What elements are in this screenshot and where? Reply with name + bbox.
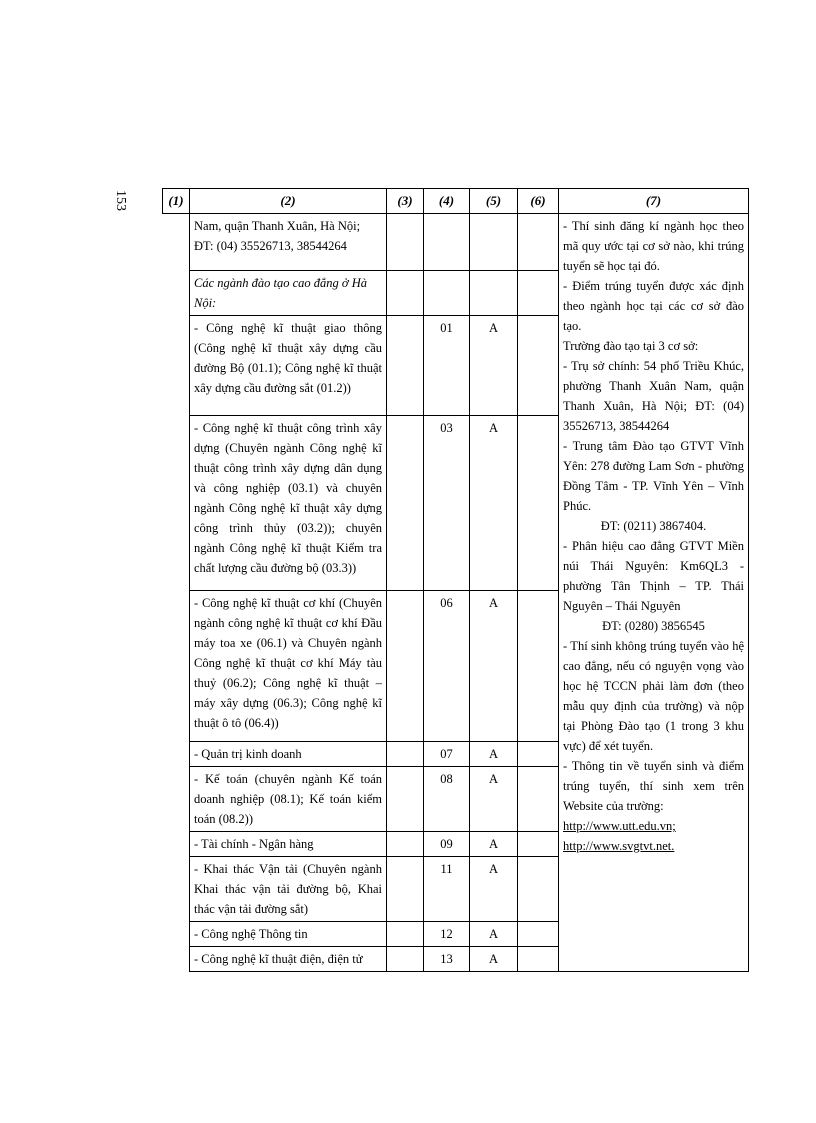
program-block: A (470, 316, 518, 416)
note-text: ĐT: (0280) 3856545 (602, 619, 705, 633)
program-code: 11 (424, 857, 470, 922)
program-name: - Kế toán (chuyên ngành Kế toán doanh nghiệp (08.1); Kế toán kiểm toán (08.2)) (190, 767, 387, 832)
program-name: - Khai thác Vận tải (Chuyên ngành Khai thác vận tải đường bộ, Khai thác vận tải đường sắt) (190, 857, 387, 922)
address-line: ĐT: (04) 35526713, 38544264 (194, 239, 347, 253)
program-block: A (470, 922, 518, 947)
program-block: A (470, 832, 518, 857)
admissions-table (162, 188, 749, 972)
website-links (563, 816, 744, 856)
program-code: 09 (424, 832, 470, 857)
program-name: - Quản trị kinh doanh (190, 742, 387, 767)
note-text: - Thí sinh không trúng tuyển vào hệ cao đẳng, nếu có nguyện vọng vào học hệ TCCN phải làm đơn (theo mẫu quy định của trường) và nộp tại Phòng Đào tạo (1 trong 3 khu vực) để xét tuyển. (563, 639, 744, 753)
header-col-4: (4) (424, 189, 470, 214)
note-text: - Thông tin về tuyển sinh và điểm trúng tuyển, thí sinh xem trên Website của trường: (563, 759, 744, 813)
program-block: A (470, 947, 518, 972)
note-text: - Điểm trúng tuyển được xác định theo ngành học tại các cơ sở đào tạo. (563, 279, 744, 333)
header-col-5: (5) (470, 189, 518, 214)
header-row (163, 189, 749, 214)
program-name: - Công nghệ Thông tin (190, 922, 387, 947)
note-text: - Trung tâm Đào tạo GTVT Vĩnh Yên: 278 đường Lam Sơn - phường Đồng Tâm - TP. Vĩnh Yên – Vĩnh Phúc. (563, 439, 744, 513)
program-code: 12 (424, 922, 470, 947)
program-name: - Công nghệ kĩ thuật điện, điện tử (190, 947, 387, 972)
program-code: 06 (424, 591, 470, 742)
table-row (163, 214, 749, 271)
website-link-svgtvt[interactable]: http://www.svgtvt.net. (563, 839, 675, 853)
program-block: A (470, 742, 518, 767)
program-block: A (470, 591, 518, 742)
program-code: 13 (424, 947, 470, 972)
header-col-6: (6) (518, 189, 559, 214)
header-col-1: (1) (163, 189, 190, 214)
address-line: Nam, quận Thanh Xuân, Hà Nội; (194, 219, 361, 233)
address-cell (190, 214, 387, 271)
program-block: A (470, 416, 518, 591)
note-text: Trường đào tạo tại 3 cơ sở: (563, 339, 699, 353)
program-name: - Công nghệ kĩ thuật giao thông (Công nghệ kĩ thuật xây dựng cầu đường Bộ (01.1); Công nghệ kĩ thuật xây dựng cầu đường sắt (01.2)) (190, 316, 387, 416)
col1-cell (163, 214, 190, 857)
program-name: - Tài chính - Ngân hàng (190, 832, 387, 857)
note-text: - Phân hiệu cao đẳng GTVT Miền núi Thái Nguyên: Km6QL3 - phường Tân Thịnh – TP. Thái Nguyên – Thái Nguyên (563, 539, 744, 613)
note-text: - Trụ sở chính: 54 phố Triều Khúc, phường Thanh Xuân Nam, quận Thanh Xuân, Hà Nội; ĐT: (04) 35526713, 38544264 (563, 359, 744, 433)
program-code: 01 (424, 316, 470, 416)
section-heading: Các ngành đào tạo cao đẳng ở Hà Nội: (190, 271, 387, 316)
notes-cell (559, 214, 749, 972)
note-text: ĐT: (0211) 3867404. (600, 519, 707, 533)
program-block: A (470, 767, 518, 832)
header-col-2: (2) (190, 189, 387, 214)
col1-cell (163, 857, 190, 972)
program-code: 07 (424, 742, 470, 767)
program-code: 03 (424, 416, 470, 591)
website-link-utt[interactable]: http://www.utt.edu.vn; (563, 819, 676, 833)
header-col-3: (3) (387, 189, 424, 214)
program-name: - Công nghệ kĩ thuật cơ khí (Chuyên ngành công nghệ kĩ thuật cơ khí Đầu máy toa xe (06.1) và Chuyên ngành Công nghệ kĩ thuật cơ khí Máy tàu thuỷ (06.2); Công nghệ kĩ thuật – máy xây dựng (06.3); Công nghệ kĩ thuật ô tô (06.4)) (190, 591, 387, 742)
note-text: - Thí sinh đăng kí ngành học theo mã quy ước tại cơ sở nào, khi trúng tuyển sẽ học tại đó. (563, 219, 744, 273)
program-code: 08 (424, 767, 470, 832)
program-name: - Công nghệ kĩ thuật công trình xây dựng (Chuyên ngành Công nghệ kĩ thuật công trình xây dựng dân dụng và công nghiệp (03.1) và chuyên ngành Công nghệ kĩ thuật xây dựng công trình thủy (03.2)); chuyên ngành Công nghệ kĩ thuật Kiểm tra chất lượng cầu đường bộ (03.3)) (190, 416, 387, 591)
page-number: 153 (113, 190, 128, 211)
header-col-7: (7) (559, 189, 749, 214)
program-block: A (470, 857, 518, 922)
